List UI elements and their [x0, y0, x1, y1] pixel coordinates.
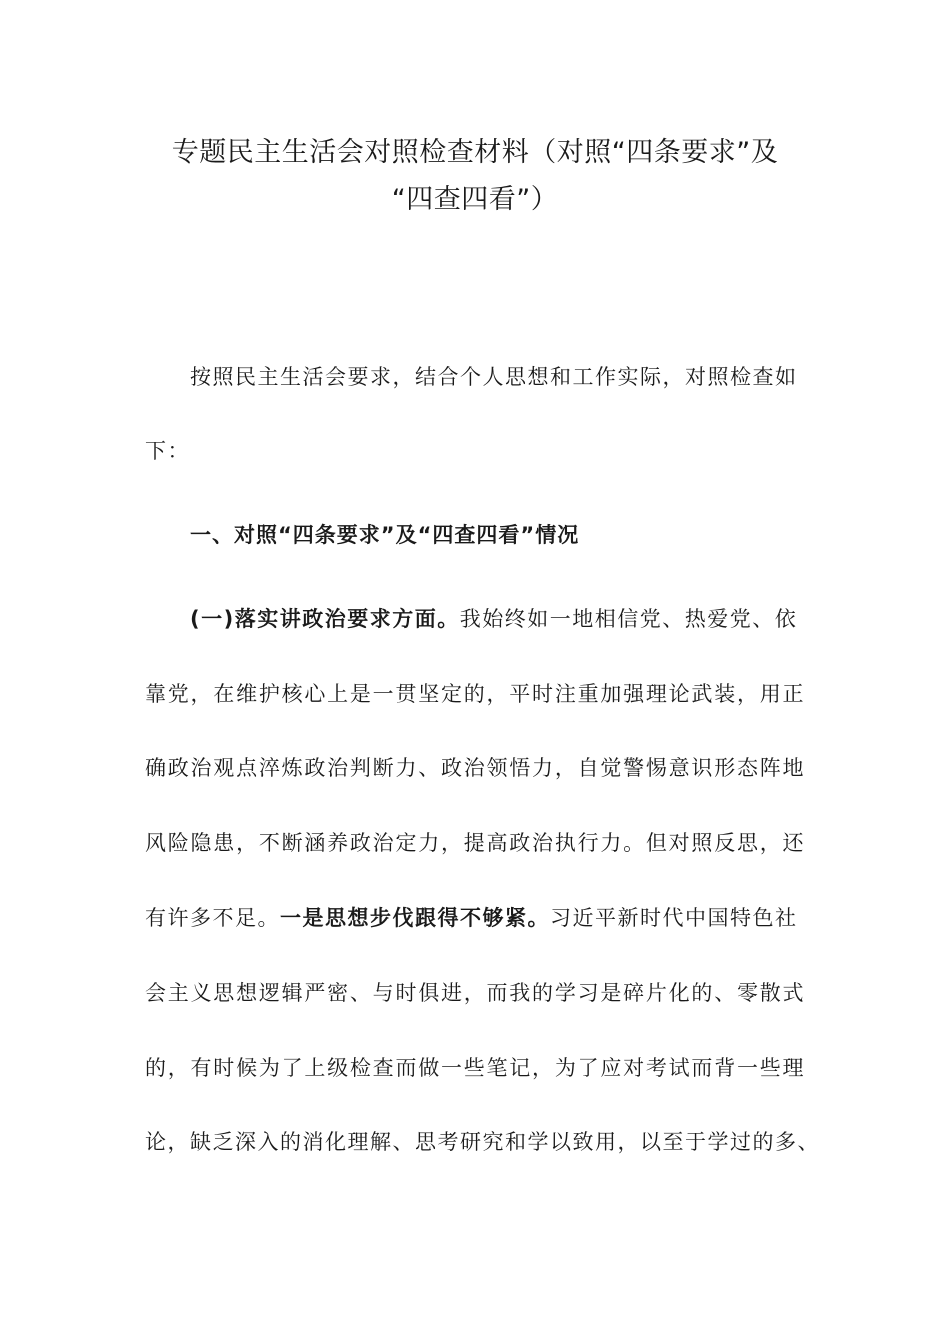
paragraph-line: 论，缺乏深入的消化理解、思考研究和学以致用，以至于学过的多、	[145, 1130, 820, 1154]
document-title-line-1: 专题民主生活会对照检查材料（对照“四条要求”及	[171, 137, 779, 168]
paragraph-line: 靠党，在维护核心上是一贯坚定的，平时注重加强理论武装，用正	[145, 682, 805, 706]
paragraph-text: 习近平新时代中国特色社	[550, 906, 798, 930]
paragraph-line	[190, 604, 805, 634]
paragraph-line: 的，有时候为了上级检查而做一些笔记，为了应对考试而背一些理	[145, 1056, 805, 1080]
paragraph-line: 会主义思想逻辑严密、与时俱进，而我的学习是碎片化的、零散式	[145, 981, 805, 1005]
paragraph-bold-point: 一是思想步伐跟得不够紧。	[280, 906, 550, 930]
section-heading: 一、对照“四条要求”及“四查四看”情况	[190, 523, 580, 547]
intro-line-1: 按照民主生活会要求，结合个人思想和工作实际，对照检查如	[190, 365, 798, 389]
intro-line-2: 下：	[145, 439, 190, 463]
document-title-line-2: “四查四看”）	[391, 184, 559, 215]
paragraph-line: 风险隐患，不断涵养政治定力，提高政治执行力。但对照反思，还	[145, 831, 805, 855]
paragraph-text: 有许多不足。	[145, 906, 280, 930]
paragraph-line	[145, 903, 805, 933]
paragraph-bold-lead: (一)落实讲政治要求方面。	[190, 607, 460, 631]
paragraph-text: 我始终如一地相信党、热爱党、依	[459, 607, 798, 631]
paragraph-line: 确政治观点淬炼政治判断力、政治领悟力，自觉警惕意识形态阵地	[145, 756, 805, 780]
